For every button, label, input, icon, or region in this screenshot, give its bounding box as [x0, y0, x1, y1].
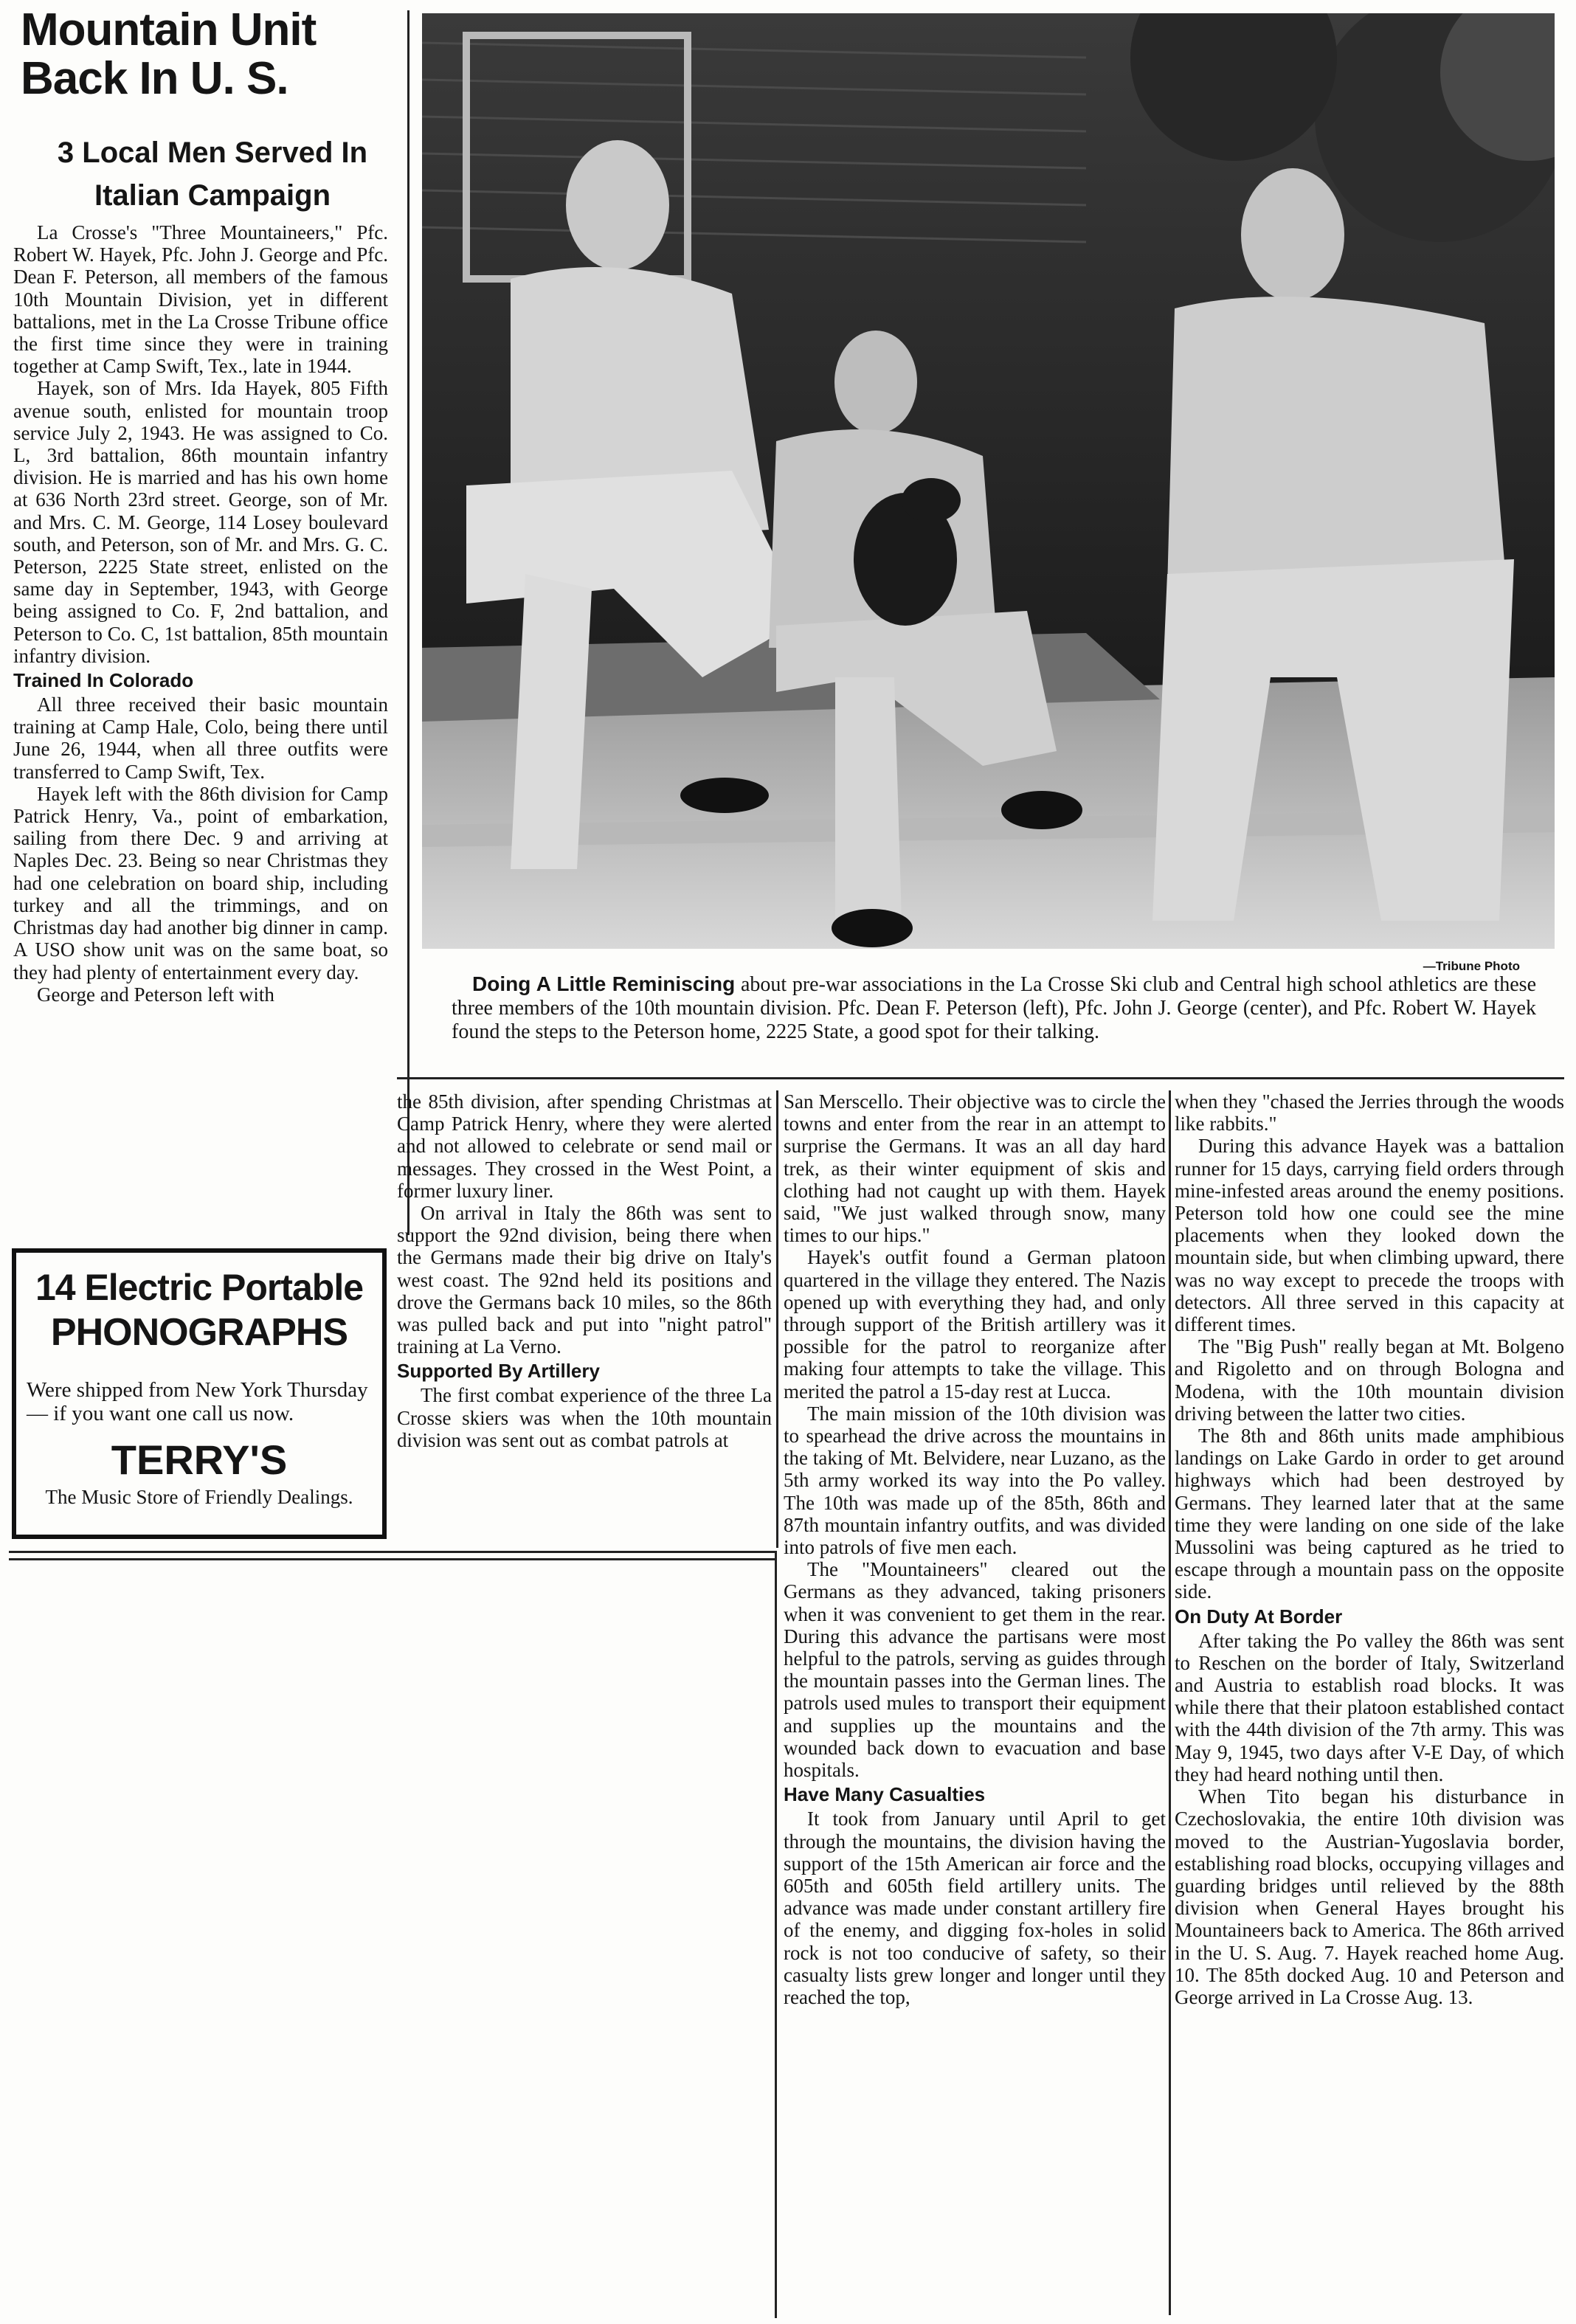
article-column-1: [13, 221, 388, 1006]
ad-line-2: PHONOGRAPHS: [50, 1311, 348, 1354]
caption-rule: [397, 1077, 1564, 1079]
paragraph: It took from January until April to get through the mountains, the division having the support of the 15th American air force and the 605th and 605th field artillery units. The advance was made under constant artillery fire of the enemy, and digging fox-holes in solid rock is not too conducive of safety, so their casualty lists grew longer and longer until they reached the top,: [784, 1808, 1166, 2008]
paragraph: Hayek, son of Mrs. Ida Hayek, 805 Fifth avenue south, enlisted for mountain troop service July 2, 1943. He was assigned to Co. L, 3rd battalion, 86th mountain infantry division. He is married and has his own home at 636 North 23rd street. George, son of Mr. and Mrs. C. M. George, 114 Losey boulevard south, and Peterson, son of Mr. and Mrs. G. C. Peterson, 2225 State street, enlisted on the same day in September, 1943, with George being assigned to Co. F, 2nd battalion, and Peterson to Co. C, 1st battalion, 85th mountain infantry division.: [13, 377, 388, 667]
paragraph: After taking the Po valley the 86th was sent to Reschen on the border of Italy, Switzerland and Austria to establish road blocks. It was while there that their platoon established contact with the 44th division of the 7th army. This was May 9, 1945, two days after V-E Day, of which they had heard nothing until then.: [1175, 1629, 1564, 1785]
column-rule: [1169, 1090, 1171, 2315]
paragraph: Hayek left with the 86th division for Camp Patrick Henry, Va., point of embarkation, sailing from there Dec. 9 and arriving at Naples Dec. 23. Being so near Christmas they had one celebration on board ship, including turkey and all the trimmings, and on Christmas day had another big dinner in camp. A USO show unit was on the same boat, so they had plenty of entertainment every day.: [13, 782, 388, 983]
column-rule: [775, 1551, 777, 2318]
paragraph: On arrival in Italy the 86th was sent to support the 92nd division, being there when the Germans made their big drive on Italy's west coast. The 92nd held its positions and drove the Germans back 10 miles, so the 86th was pulled back and put into "night patrol" training at La Verno.: [397, 1202, 772, 1358]
ad-line-1: 14 Electric Portable: [35, 1267, 364, 1308]
paragraph: The first combat experience of the three La Crosse skiers was when the 10th mountain division was sent out as combat patrols at: [397, 1384, 772, 1451]
article-column-2: [397, 1090, 772, 1451]
ad-body: Were shipped from New York Thursday — if you want one call us now.: [27, 1378, 368, 1425]
article-column-4: [1175, 1090, 1564, 2008]
paragraph: The 8th and 86th units made amphibious landings on Lake Gardo in order to get around highways which had been destroyed by Germans. They learned later that at the same time they were landing on one side of the lake Mussolini was being captured as he tried to escape through a mountain pass on the opposite side.: [1175, 1425, 1564, 1603]
paragraph: When Tito began his disturbance in Czechoslovakia, the entire 10th division was moved to the Austrian-Yugoslavia border, establishing road blocks, occupying villages and guarding bridges until relieved by the 88th division when General Hayes brought his Mountaineers back to America. The 86th arrived in the U. S. Aug. 7. Hayek reached home Aug. 10. The 85th docked Aug. 10 and Peterson and George arrived in La Crosse Aug. 13.: [1175, 1785, 1564, 2008]
paragraph: La Crosse's "Three Mountaineers," Pfc. Robert W. Hayek, Pfc. John J. George and Pfc. Dean F. Peterson, all members of the famous 10th Mountain Division, yet in different battalions, met in the La Crosse Tribune office the first time since they were in training together at Camp Swift, Tex., late in 1944.: [13, 221, 388, 378]
paragraph: San Merscello. Their objective was to circle the towns and enter from the rear in an attempt to surprise the Germans. It was an all day hard trek, as their winter equipment of skis and clothing had not caught up with them. Hayek said, "We just walked through snow, many times to our hips.": [784, 1090, 1166, 1247]
section-subhead: Have Many Casualties: [784, 1783, 986, 1806]
paragraph: George and Peterson left with: [37, 983, 274, 1006]
photo-caption: [452, 972, 1536, 1044]
caption-text: about pre-war associations in the La Crosse Ski club and Central high school athletics are these three members of the 10th mountain division. Pfc. Dean F. Peterson (left), Pfc. John J. George (center), and Pfc. Robert W. Hayek found the steps to the Peterson home, 2225 State, a good spot for their talking.: [452, 973, 1536, 1043]
subheadline: 3 Local Men Served In Italian Campaign: [57, 136, 368, 212]
photo-illustration: [422, 13, 1555, 949]
section-subhead: Supported By Artillery: [397, 1360, 600, 1383]
article-column-3: [784, 1090, 1166, 2008]
paragraph: Hayek's outfit found a German platoon quartered in the village they entered. The Nazis opened up with everything they had, and only through support of the British artillery was it possible for the patrol to reorganize after making four attempts to take the village. This merited the patrol a 15-day rest at Lucca.: [784, 1246, 1166, 1403]
paragraph: the 85th division, after spending Christmas at Camp Patrick Henry, where they were alerted and not allowed to celebrate or send mail or messages. They crossed in the West Point, a former luxury liner.: [397, 1090, 772, 1202]
section-rule: [9, 1558, 776, 1560]
paragraph: The "Mountaineers" cleared out the Germans as they advanced, taking prisoners when it was convenient to get them in the rear. During this advance the partisans were most helpful to the patrols, serving as guides through the mountain passes into the German lines. The patrols used mules to transport their equipment and supplies up the mountains and the wounded back down to evacuation and base hospitals.: [784, 1558, 1166, 1782]
headline: Mountain Unit Back In U. S.: [21, 4, 317, 104]
caption-lead: Doing A Little Reminiscing: [472, 972, 736, 995]
section-subhead: Trained In Colorado: [13, 669, 194, 692]
paragraph: During this advance Hayek was a battalion runner for 15 days, carrying field orders through mine-infested areas around the enemy positions. Peterson told how one could see the mine placements when they looked down the mountain side, but when climbing upward, there was no way except to precede the troops with detectors. All three served in this capacity at different times.: [1175, 1135, 1564, 1336]
column-rule: [776, 1090, 778, 1548]
ad-store-name: TERRY'S: [111, 1436, 288, 1483]
paragraph: All three received their basic mountain training at Camp Hale, Colo, being there until June 26, 1944, when all three outfits were transferred to Camp Swift, Tex.: [13, 694, 388, 783]
news-photo: [422, 13, 1555, 949]
paragraph: when they "chased the Jerries through the woods like rabbits.": [1175, 1090, 1564, 1135]
paragraph: The main mission of the 10th division was to spearhead the drive across the mountains in the taking of Mt. Belvidere, near Luzano, as the 5th army worked its way into the Po valley. The 10th was made up of the 85th, 86th and 87th mountain infantry outfits, and was divided into patrols of five men each.: [784, 1402, 1166, 1559]
section-rule: [9, 1551, 776, 1553]
advertisement: [12, 1248, 387, 1539]
section-subhead: On Duty At Border: [1175, 1605, 1343, 1628]
photo-credit: —Tribune Photo: [1423, 959, 1520, 973]
column-rule: [407, 10, 409, 1235]
ad-tagline: The Music Store of Friendly Dealings.: [45, 1486, 353, 1508]
paragraph: The "Big Push" really began at Mt. Bolgeno and Rigoletto and on through Bologna and Modena, with the 10th mountain division driving between the latter two cities.: [1175, 1335, 1564, 1425]
